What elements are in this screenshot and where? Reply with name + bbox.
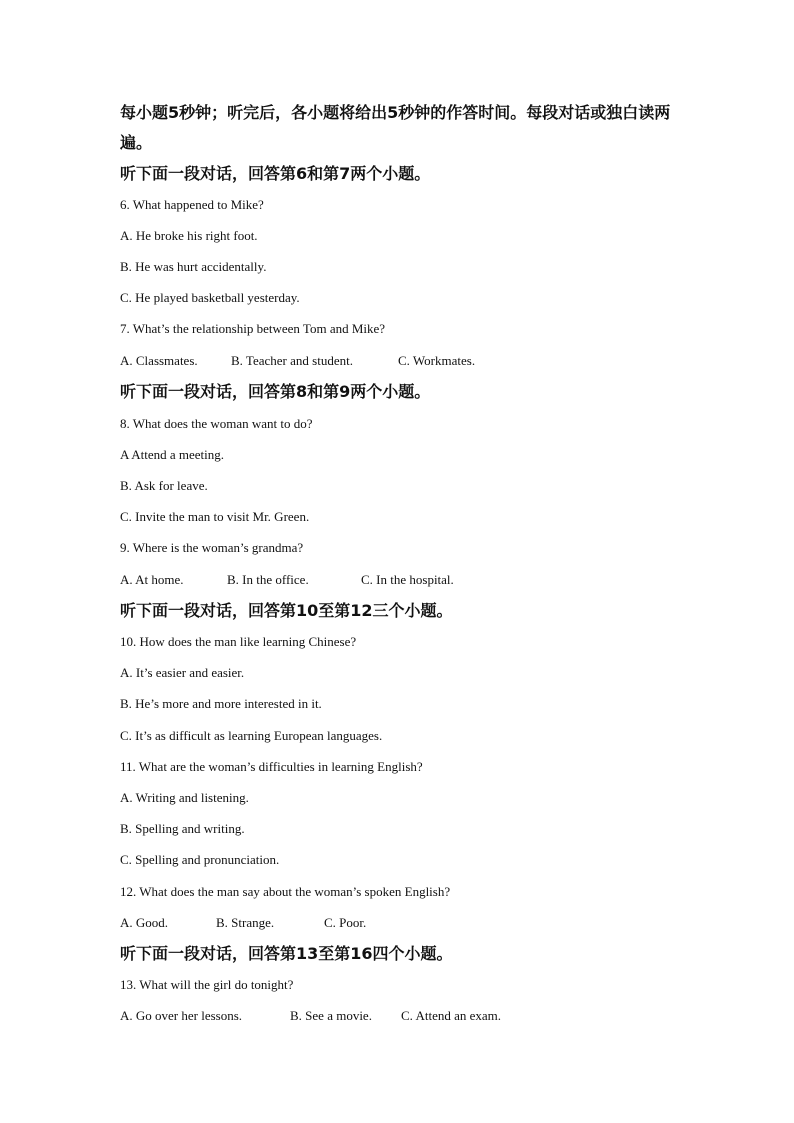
answer-option: B. Strange. <box>216 915 275 930</box>
answer-option: B. In the office. <box>227 572 309 587</box>
listening-instructions: 每小题5秒钟；听完后，各小题将给出5秒钟的作答时间。每段对话或独白读两遍。 <box>120 103 671 152</box>
answer-option: B. Ask for leave. <box>120 478 208 493</box>
section-heading: 听下面一段对话，回答第10至第12三个小题。 <box>120 601 453 620</box>
question-text: 13. What will the girl do tonight? <box>120 977 294 992</box>
question-text: 12. What does the man say about the woman’s spoken English? <box>120 884 451 899</box>
answer-options-row <box>120 1007 680 1025</box>
answer-option: C. Poor. <box>324 915 367 930</box>
section-heading: 听下面一段对话，回答第13至第16四个小题。 <box>120 944 453 963</box>
question-text: 8. What does the woman want to do? <box>120 416 313 431</box>
answer-option: A. Writing and listening. <box>120 790 249 805</box>
section-heading: 听下面一段对话，回答第8和第9两个小题。 <box>120 382 431 401</box>
answer-option: C. He played basketball yesterday. <box>120 290 300 305</box>
answer-option: A Attend a meeting. <box>120 447 224 462</box>
answer-option: A. Classmates. <box>120 353 198 368</box>
answer-option: B. Spelling and writing. <box>120 821 245 836</box>
answer-option: B. He’s more and more interested in it. <box>120 696 322 711</box>
answer-option: C. Spelling and pronunciation. <box>120 852 280 867</box>
question-text: 10. How does the man like learning Chinese? <box>120 634 357 649</box>
answer-options-row <box>120 914 680 932</box>
answer-option: A. It’s easier and easier. <box>120 665 245 680</box>
answer-option: C. Invite the man to visit Mr. Green. <box>120 509 310 524</box>
answer-option: C. It’s as difficult as learning European languages. <box>120 728 383 743</box>
answer-options-row <box>120 352 680 370</box>
question-text: 11. What are the woman’s difficulties in learning English? <box>120 759 423 774</box>
question-text: 6. What happened to Mike? <box>120 197 264 212</box>
answer-option: A. Go over her lessons. <box>120 1008 243 1023</box>
answer-option: B. He was hurt accidentally. <box>120 259 267 274</box>
question-text: 9. Where is the woman’s grandma? <box>120 540 304 555</box>
answer-options-row <box>120 571 680 589</box>
question-text: 7. What’s the relationship between Tom and Mike? <box>120 321 386 336</box>
section-heading: 听下面一段对话，回答第6和第7两个小题。 <box>120 164 431 183</box>
answer-option: C. In the hospital. <box>361 572 454 587</box>
answer-option: C. Attend an exam. <box>401 1008 502 1023</box>
answer-option: A. He broke his right foot. <box>120 228 258 243</box>
answer-option: C. Workmates. <box>398 353 476 368</box>
answer-option: B. See a movie. <box>290 1008 372 1023</box>
answer-option: A. Good. <box>120 915 169 930</box>
answer-option: A. At home. <box>120 572 184 587</box>
answer-option: B. Teacher and student. <box>231 353 353 368</box>
